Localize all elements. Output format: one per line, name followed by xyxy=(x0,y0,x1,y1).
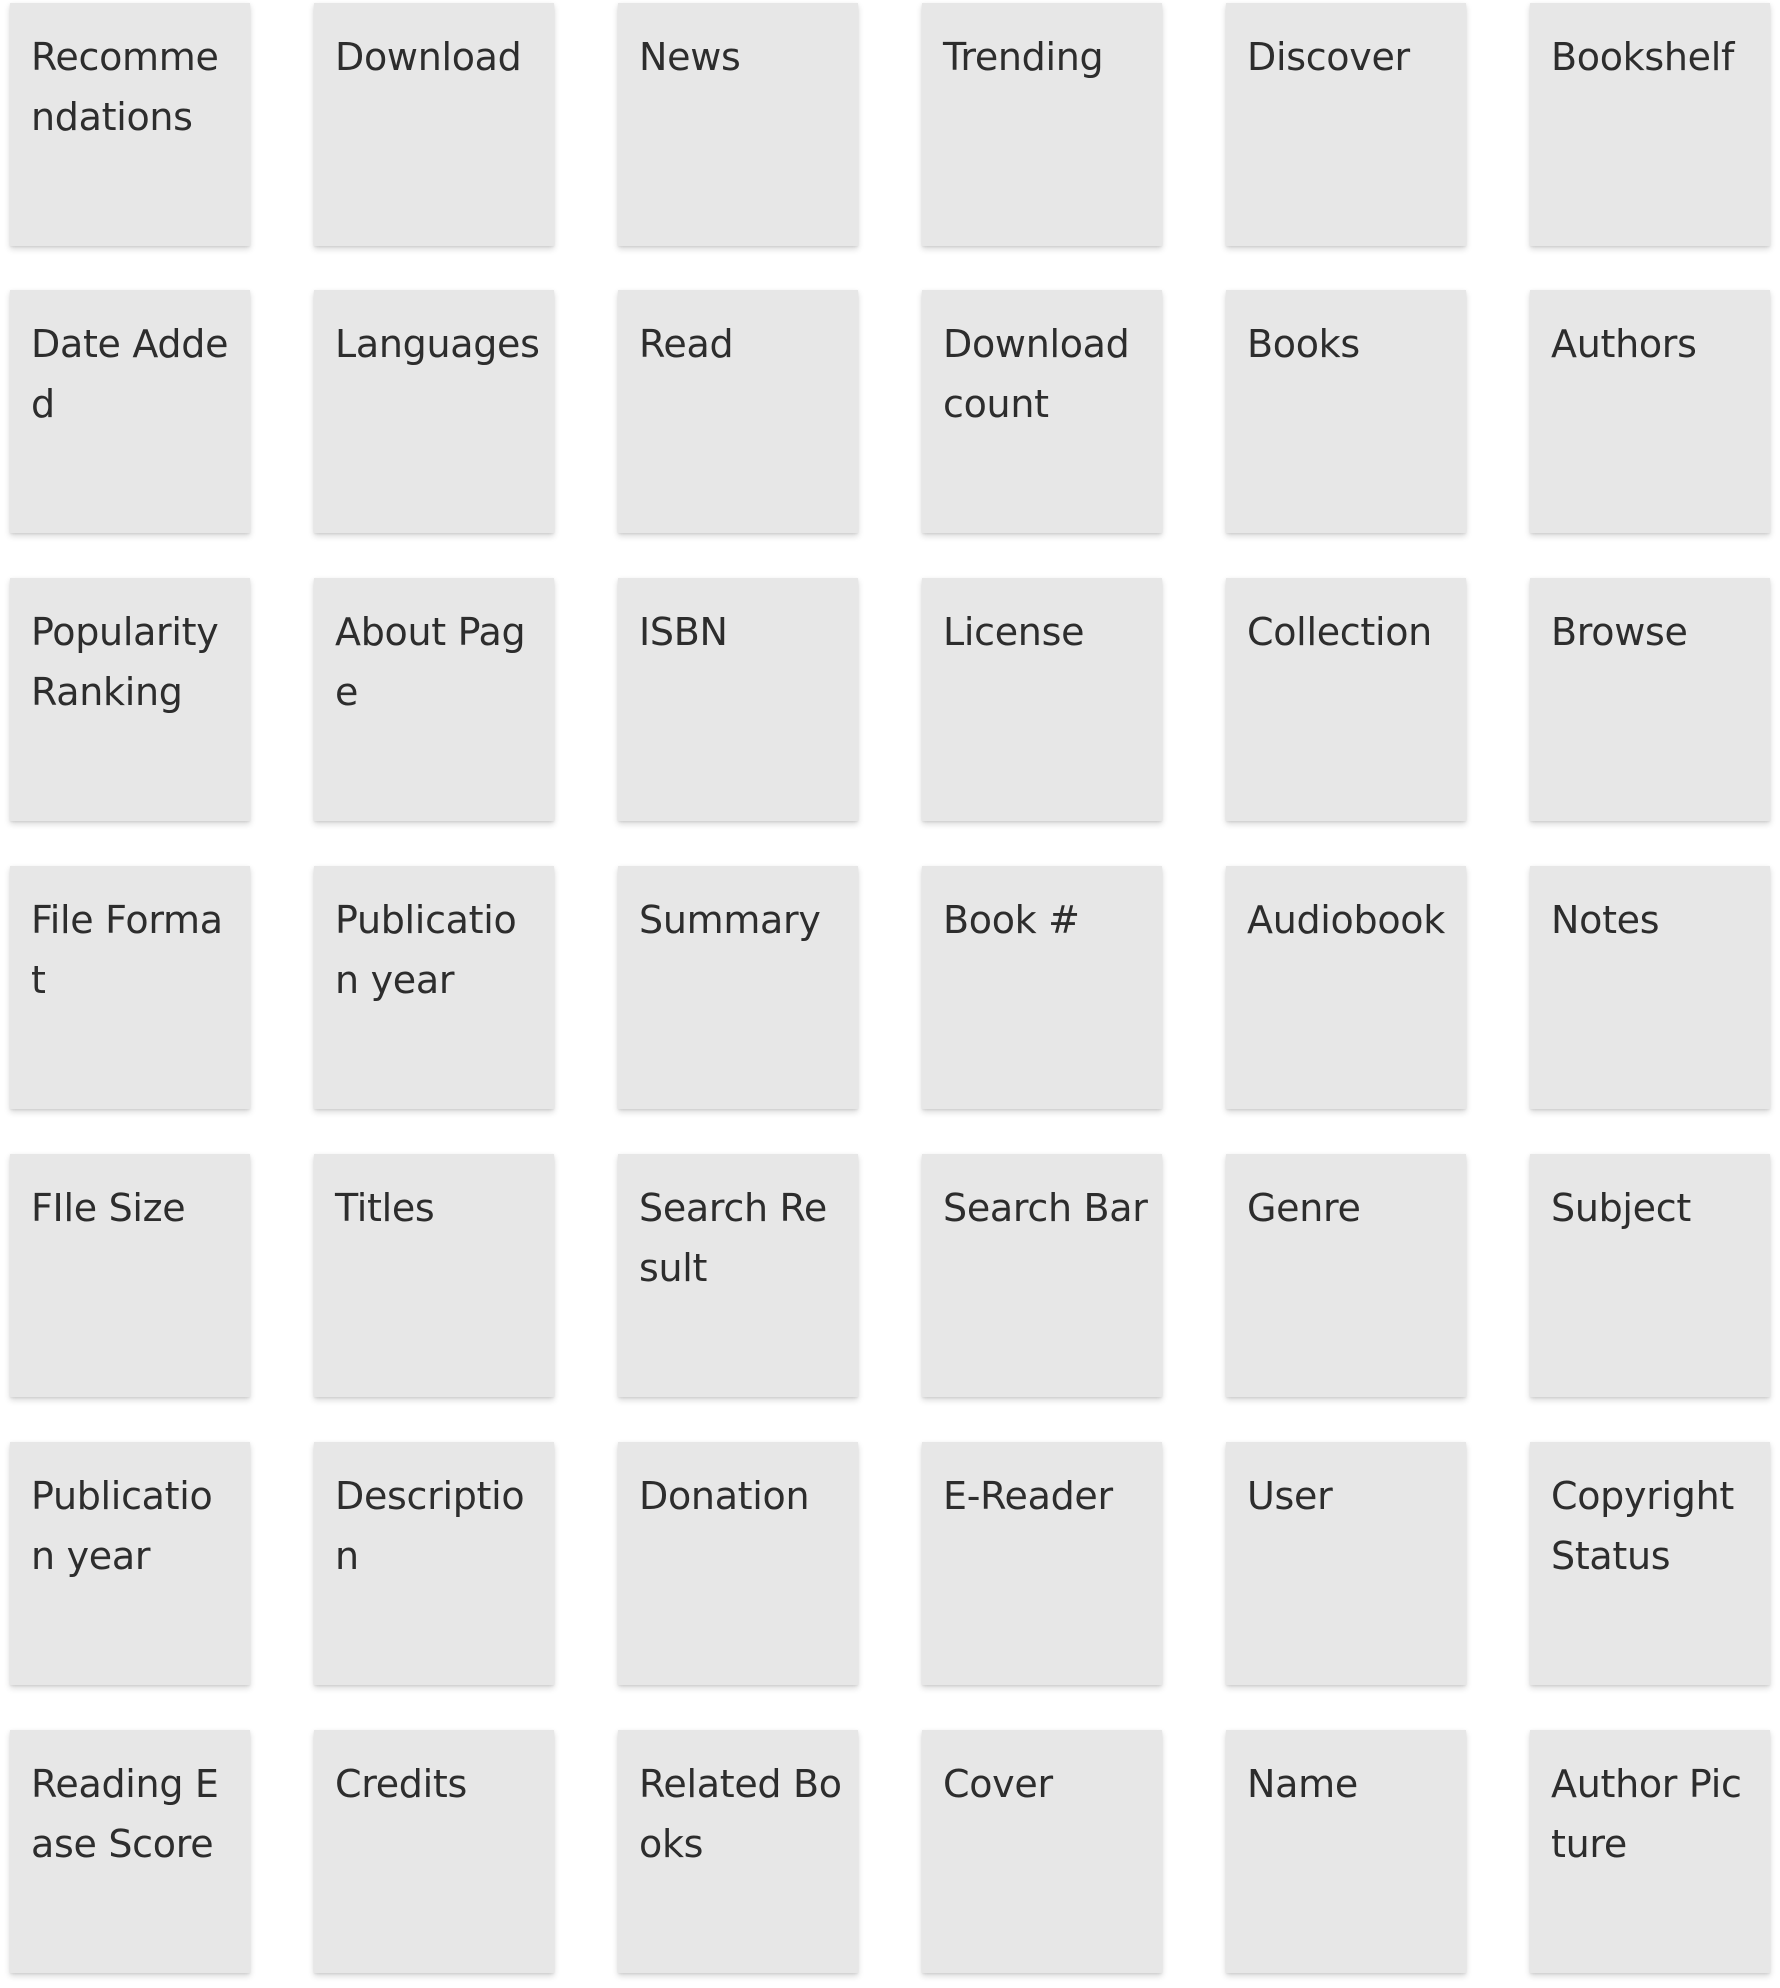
card-label: Subject xyxy=(1551,1186,1691,1230)
card-titles[interactable] xyxy=(314,1154,554,1397)
card-label: Publication year xyxy=(335,898,517,1002)
card-book-number[interactable] xyxy=(922,866,1162,1109)
card-books[interactable] xyxy=(1226,290,1466,533)
card-name[interactable] xyxy=(1226,1730,1466,1973)
card-download[interactable] xyxy=(314,3,554,246)
card-donation[interactable] xyxy=(618,1442,858,1685)
card-file-size[interactable] xyxy=(10,1154,250,1397)
card-author-picture[interactable] xyxy=(1530,1730,1770,1973)
card-credits[interactable] xyxy=(314,1730,554,1973)
card-search-result[interactable] xyxy=(618,1154,858,1397)
card-label: ISBN xyxy=(639,610,728,654)
card-related-books[interactable] xyxy=(618,1730,858,1973)
card-label: Languages xyxy=(335,322,540,366)
card-label: Name xyxy=(1247,1762,1358,1806)
card-label: FIle Size xyxy=(31,1186,186,1230)
card-date-added[interactable] xyxy=(10,290,250,533)
card-user[interactable] xyxy=(1226,1442,1466,1685)
card-label: File Format xyxy=(31,898,223,1002)
card-label: Donation xyxy=(639,1474,810,1518)
card-label: Copyright Status xyxy=(1551,1474,1734,1578)
card-label: Summary xyxy=(639,898,821,942)
card-search-bar[interactable] xyxy=(922,1154,1162,1397)
card-isbn[interactable] xyxy=(618,578,858,821)
card-label: Genre xyxy=(1247,1186,1361,1230)
card-authors[interactable] xyxy=(1530,290,1770,533)
card-description[interactable] xyxy=(314,1442,554,1685)
card-label: Description xyxy=(335,1474,525,1578)
card-read[interactable] xyxy=(618,290,858,533)
card-label: Trending xyxy=(943,35,1104,79)
card-notes[interactable] xyxy=(1530,866,1770,1109)
card-e-reader[interactable] xyxy=(922,1442,1162,1685)
card-label: Authors xyxy=(1551,322,1697,366)
card-publication-year[interactable] xyxy=(314,866,554,1109)
card-label: Search Bar xyxy=(943,1186,1148,1230)
card-label: Collection xyxy=(1247,610,1432,654)
card-reading-ease-score[interactable] xyxy=(10,1730,250,1973)
card-download-count[interactable] xyxy=(922,290,1162,533)
card-label: Reading Ease Score xyxy=(31,1762,219,1866)
card-label: Audiobook xyxy=(1247,898,1445,942)
card-label: Recommendations xyxy=(31,35,219,139)
card-trending[interactable] xyxy=(922,3,1162,246)
card-label: About Page xyxy=(335,610,526,714)
card-genre[interactable] xyxy=(1226,1154,1466,1397)
card-summary[interactable] xyxy=(618,866,858,1109)
card-audiobook[interactable] xyxy=(1226,866,1466,1109)
card-news[interactable] xyxy=(618,3,858,246)
card-popularity-ranking[interactable] xyxy=(10,578,250,821)
card-languages[interactable] xyxy=(314,290,554,533)
card-label: Book # xyxy=(943,898,1080,942)
card-label: Search Result xyxy=(639,1186,828,1290)
card-label: Publication year xyxy=(31,1474,213,1578)
card-file-format[interactable] xyxy=(10,866,250,1109)
card-label: Popularity Ranking xyxy=(31,610,219,714)
card-label: License xyxy=(943,610,1085,654)
card-copyright-status[interactable] xyxy=(1530,1442,1770,1685)
card-subject[interactable] xyxy=(1530,1154,1770,1397)
card-label: Read xyxy=(639,322,734,366)
card-label: Author Picture xyxy=(1551,1762,1742,1866)
card-label: Cover xyxy=(943,1762,1053,1806)
card-publication-year-2[interactable] xyxy=(10,1442,250,1685)
card-label: Books xyxy=(1247,322,1360,366)
card-label: Download count xyxy=(943,322,1130,426)
card-label: Browse xyxy=(1551,610,1688,654)
card-bookshelf[interactable] xyxy=(1530,3,1770,246)
card-label: Credits xyxy=(335,1762,467,1806)
card-label: Download xyxy=(335,35,522,79)
card-recommendations[interactable] xyxy=(10,3,250,246)
card-label: E-Reader xyxy=(943,1474,1113,1518)
card-cover[interactable] xyxy=(922,1730,1162,1973)
card-discover[interactable] xyxy=(1226,3,1466,246)
card-license[interactable] xyxy=(922,578,1162,821)
card-label: News xyxy=(639,35,741,79)
card-label: User xyxy=(1247,1474,1333,1518)
card-browse[interactable] xyxy=(1530,578,1770,821)
card-about-page[interactable] xyxy=(314,578,554,821)
card-label: Date Added xyxy=(31,322,229,426)
card-label: Related Books xyxy=(639,1762,842,1866)
card-label: Notes xyxy=(1551,898,1660,942)
card-label: Discover xyxy=(1247,35,1410,79)
card-label: Bookshelf xyxy=(1551,35,1735,79)
card-label: Titles xyxy=(335,1186,435,1230)
card-collection[interactable] xyxy=(1226,578,1466,821)
